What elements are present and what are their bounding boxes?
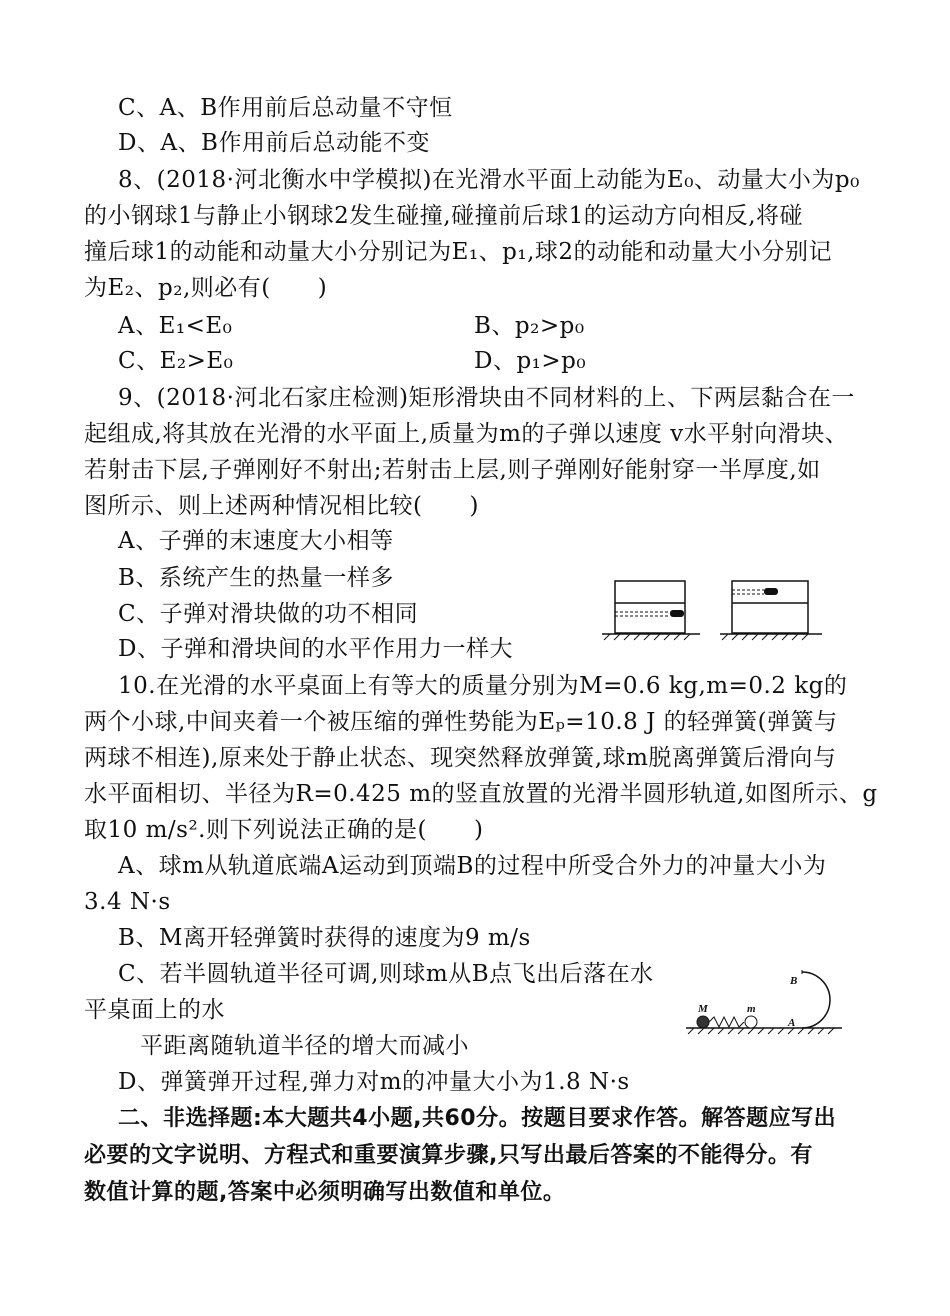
q10-option-b: B、M离开轻弹簧时获得的速度为9 m/s (118, 925, 531, 951)
q9-option-a: A、子弹的末速度大小相等 (118, 528, 394, 554)
q10-option-c-line-2: 平桌面上的水 (84, 997, 225, 1023)
q10-option-c-line-3: 平距离随轨道半径的增大而减小 (140, 1033, 469, 1059)
ball-big-m-icon (697, 1016, 709, 1028)
block-lower-shot (602, 581, 700, 640)
q10-option-a-line-1: A、球m从轨道底端A运动到顶端B的过程中所受合外力的冲量大小为 (118, 853, 827, 879)
q9-stem-line-4: 图所示、则上述两种情况相比较( ) (84, 493, 479, 519)
bullet-icon (670, 610, 684, 617)
q10-spring-track-figure (684, 962, 854, 1042)
q10-option-c-line-1: C、若半圆轨道半径可调,则球m从B点飞出后落在水 (118, 961, 654, 987)
q10-stem-line-3: 两球不相连),原来处于静止状态、现突然释放弹簧,球m脱离弹簧后滑向与 (84, 745, 837, 771)
bullet-icon (764, 588, 778, 595)
semicircle-track (802, 972, 830, 1028)
q8-stem-line-1: 8、(2018·河北衡水中学模拟)在光滑水平面上动能为E₀、动量大小为p₀ (118, 167, 860, 193)
q8-stem-line-2: 的小钢球1与静止小钢球2发生碰撞,碰撞前后球1的运动方向相反,将碰 (84, 203, 804, 229)
q8-stem-line-4: 为E₂、p₂,则必有( ) (84, 275, 328, 301)
q7-option-d: D、A、B作用前后总动能不变 (118, 130, 430, 156)
label-B: B (790, 975, 798, 987)
ball-small-m-icon (745, 1016, 757, 1028)
section-2-line-1: 二、非选择题:本大题共4小题,共60分。按题目要求作答。解答题应写出 (118, 1106, 837, 1131)
q10-stem-line-4: 水平面相切、半径为R=0.425 m的竖直放置的光滑半圆形轨道,如图所示、g (84, 781, 878, 807)
q10-option-d: D、弹簧弹开过程,弹力对m的冲量大小为1.8 N·s (118, 1069, 630, 1095)
q9-option-d: D、子弹和滑块间的水平作用力一样大 (118, 636, 513, 662)
section-2-line-3: 数值计算的题,答案中必须明确写出数值和单位。 (84, 1180, 566, 1205)
q9-stem-line-2: 起组成,将其放在光滑的水平面上,质量为m的子弹以速度 v水平射向滑块、 (84, 421, 849, 447)
q10-stem-line-1: 10.在光滑的水平桌面上有等大的质量分别为M=0.6 kg,m=0.2 kg的 (118, 673, 848, 699)
q10-stem-line-2: 两个小球,中间夹着一个被压缩的弹性势能为Eₚ=10.8 J 的轻弹簧(弹簧与 (84, 709, 838, 735)
q8-option-a: A、E₁<E₀ (118, 313, 233, 339)
q9-stem-line-1: 9、(2018·河北石家庄检测)矩形滑块由不同材料的上、下两层黏合在一 (118, 385, 855, 411)
q9-option-c: C、子弹对滑块做的功不相同 (118, 601, 419, 627)
q8-option-c: C、E₂>E₀ (118, 348, 234, 374)
q8-option-d: D、p₁>p₀ (474, 348, 587, 374)
label-m: m (747, 1003, 756, 1015)
label-M: M (698, 1003, 708, 1015)
q8-stem-line-3: 撞后球1的动能和动量大小分别记为E₁、p₁,球2的动能和动量大小分别记 (84, 239, 833, 265)
spring-icon (709, 1017, 744, 1027)
block-upper-shot (720, 581, 822, 640)
q9-stem-line-3: 若射击下层,子弹刚好不射出;若射击上层,则子弹刚好能射穿一半厚度,如 (84, 457, 821, 483)
section-2-line-2: 必要的文字说明、方程式和重要演算步骤,只写出最后答案的不能得分。有 (84, 1143, 813, 1168)
q8-option-b: B、p₂>p₀ (474, 313, 585, 339)
q7-option-c: C、A、B作用前后总动量不守恒 (118, 95, 453, 121)
q10-stem-line-5: 取10 m/s².则下列说法正确的是( ) (84, 817, 484, 843)
q10-option-a-line-2: 3.4 N·s (84, 889, 171, 915)
label-A: A (788, 1017, 796, 1029)
q9-bullet-block-figure (600, 576, 830, 646)
q9-option-b: B、系统产生的热量一样多 (118, 565, 394, 591)
